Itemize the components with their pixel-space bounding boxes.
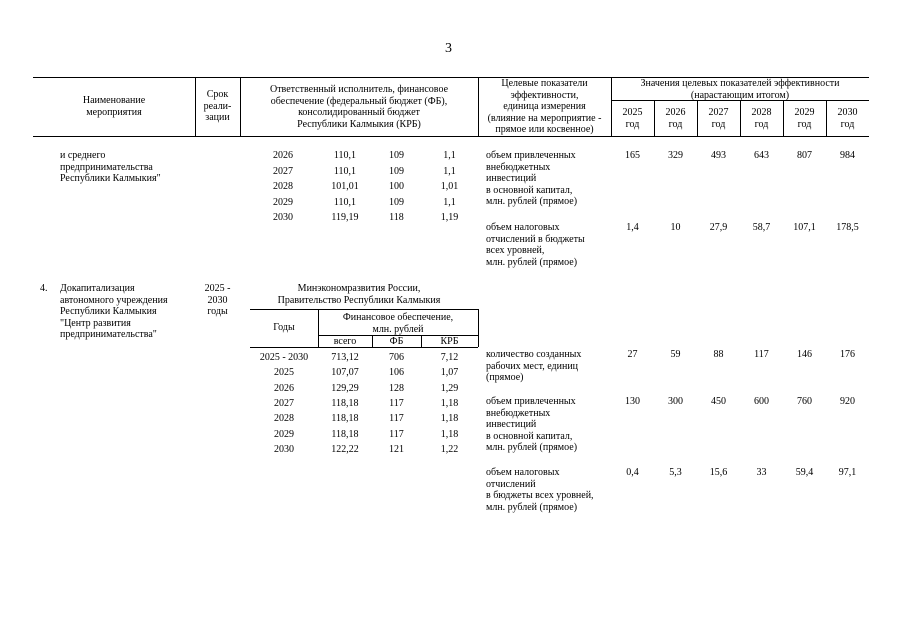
subtable-col-krb: КРБ <box>440 336 459 347</box>
indicator-name: количество созданных рабочих мест, единиц (прямое) <box>486 349 582 383</box>
header-name: Наименование мероприятия <box>82 95 146 118</box>
subtable-finance-header: Финансовое обеспечение, млн. рублей <box>342 312 454 335</box>
finance-fb: 109 <box>389 196 404 208</box>
finance-fb: 109 <box>389 150 404 161</box>
indicator-value: 59 <box>670 349 681 360</box>
finance-fb: 706 <box>389 352 404 363</box>
indicator-value: 146 <box>797 349 812 360</box>
finance-fb: 121 <box>389 443 404 455</box>
finance-year: 2028 <box>274 413 294 425</box>
finance-total: 110,1 <box>333 150 357 161</box>
finance-total: 122,22 <box>331 443 359 455</box>
finance-total: 118,18 <box>331 428 359 440</box>
finance-fb: 117 <box>389 397 404 409</box>
indicator-value: 59,4 <box>795 467 814 478</box>
header-indicator: Целевые показатели эффективности, единица измерения (влияние на мероприятие - прямое или косвенное) <box>487 78 602 135</box>
year-header: 2025 год <box>622 107 643 130</box>
finance-fb: 109 <box>389 165 404 177</box>
finance-fb: 118 <box>389 212 404 224</box>
indicator-name: объем привлеченных внебюджетных инвестиций в основной капитал, млн. рублей (прямое) <box>486 396 578 453</box>
finance-krb: 1,1 <box>443 196 456 208</box>
header-bottom-rule <box>33 136 869 137</box>
finance-krb: 1,18 <box>440 413 459 425</box>
year-header: 2026 год <box>665 107 686 130</box>
subtable-top-rule <box>250 309 478 310</box>
finance-fb: 100 <box>389 181 404 193</box>
finance-year: 2028 <box>273 181 293 193</box>
finance-krb: 1,1 <box>443 165 456 177</box>
finance-krb: 1,01 <box>440 181 459 193</box>
finance-krb: 1,29 <box>440 382 459 394</box>
indicator-value: 130 <box>625 396 640 407</box>
finance-year: 2027 <box>273 165 293 177</box>
finance-krb: 1,18 <box>440 397 459 409</box>
year-header: 2028 год <box>751 107 772 130</box>
indicator-value: 450 <box>711 396 726 407</box>
indicator-value: 15,6 <box>709 467 728 478</box>
indicator-value: 27 <box>627 349 638 360</box>
finance-year: 2029 <box>273 196 293 208</box>
indicator-value: 5,3 <box>669 467 682 478</box>
finance-total: 118,18 <box>331 413 359 425</box>
block4-name: Докапитализация автономного учреждения Республики Калмыкия "Центр развития предпринимательства" <box>60 283 168 340</box>
year-header: 2029 год <box>794 107 815 130</box>
indicator-value: 807 <box>797 150 812 161</box>
finance-year: 2029 <box>274 428 294 440</box>
indicator-value: 165 <box>625 150 640 161</box>
indicator-value: 27,9 <box>709 222 728 233</box>
indicator-value: 58,7 <box>752 222 771 233</box>
subtable-col-total: всего <box>333 336 357 347</box>
block4-number: 4. <box>40 283 48 294</box>
finance-krb: 1,19 <box>440 212 459 224</box>
finance-total: 101,01 <box>331 181 359 193</box>
finance-krb: 1,07 <box>440 367 459 379</box>
finance-total: 129,29 <box>331 382 359 394</box>
finance-year: 2025 <box>274 367 294 379</box>
indicator-name: объем налоговых отчислений в бюджеты всех уровней, млн. рублей (прямое) <box>486 222 585 268</box>
indicator-value: 600 <box>754 396 769 407</box>
page-number: 3 <box>445 41 452 56</box>
finance-total: 110,1 <box>333 196 357 208</box>
finance-year: 2027 <box>274 397 294 409</box>
block4-term: 2025 - 2030 годы <box>204 283 231 317</box>
finance-fb: 128 <box>389 382 404 394</box>
indicator-value: 760 <box>797 396 812 407</box>
finance-year: 2030 <box>273 212 293 224</box>
finance-fb: 106 <box>389 367 404 379</box>
indicator-value: 493 <box>711 150 726 161</box>
finance-krb: 1,1 <box>443 150 456 161</box>
finance-total: 118,18 <box>331 397 359 409</box>
indicator-value: 88 <box>713 349 724 360</box>
indicator-value: 178,5 <box>836 222 859 233</box>
finance-total: 119,19 <box>331 212 359 224</box>
indicator-value: 107,1 <box>793 222 816 233</box>
indicator-name: объем налоговых отчислений в бюджеты всех уровней, млн. рублей (прямое) <box>486 467 594 513</box>
subtable-divider <box>478 309 479 347</box>
finance-total: 107,07 <box>331 367 359 379</box>
indicator-value: 984 <box>840 150 855 161</box>
finance-fb: 117 <box>389 428 404 440</box>
finance-krb: 1,22 <box>440 443 459 455</box>
indicator-value: 0,4 <box>626 467 639 478</box>
header-values: Значения целевых показателей эффективности (нарастающим итогом) <box>640 78 840 101</box>
subtable-col-fb: ФБ <box>389 336 404 347</box>
indicator-value: 643 <box>754 150 769 161</box>
year-header: 2027 год <box>708 107 729 130</box>
indicator-value: 117 <box>754 349 769 360</box>
indicator-value: 329 <box>668 150 683 161</box>
block4-responsible: Минэкономразвития России, Правительство Республики Калмыкия <box>277 283 441 306</box>
indicator-value: 1,4 <box>626 222 639 233</box>
indicator-name: объем привлеченных внебюджетных инвестиций в основной капитал, млн. рублей (прямое) <box>486 150 578 207</box>
indicator-value: 33 <box>756 467 767 478</box>
finance-year: 2026 <box>274 382 294 394</box>
indicator-value: 300 <box>668 396 683 407</box>
indicator-value: 97,1 <box>838 467 857 478</box>
finance-total: 713,12 <box>331 352 359 363</box>
year-header: 2030 год <box>837 107 858 130</box>
finance-krb: 7,12 <box>440 352 459 363</box>
finance-year: 2025 - 2030 <box>259 352 309 363</box>
indicator-value: 920 <box>840 396 855 407</box>
finance-total: 110,1 <box>333 165 357 177</box>
subtable-years-header: Годы <box>273 322 295 333</box>
finance-year: 2030 <box>274 443 294 455</box>
block3-name: и среднего предпринимательства Республики Калмыкия" <box>60 150 161 184</box>
finance-krb: 1,18 <box>440 428 459 440</box>
indicator-value: 10 <box>670 222 681 233</box>
finance-fb: 117 <box>389 413 404 425</box>
finance-year: 2026 <box>273 150 293 161</box>
indicator-value: 176 <box>840 349 855 360</box>
header-responsible: Ответственный исполнитель, финансовое обеспечение (федеральный бюджет (ФБ), консолидированный бюджет Республики Калмыкия (КРБ) <box>269 84 449 130</box>
header-term: Срок реали- зации <box>203 89 232 123</box>
